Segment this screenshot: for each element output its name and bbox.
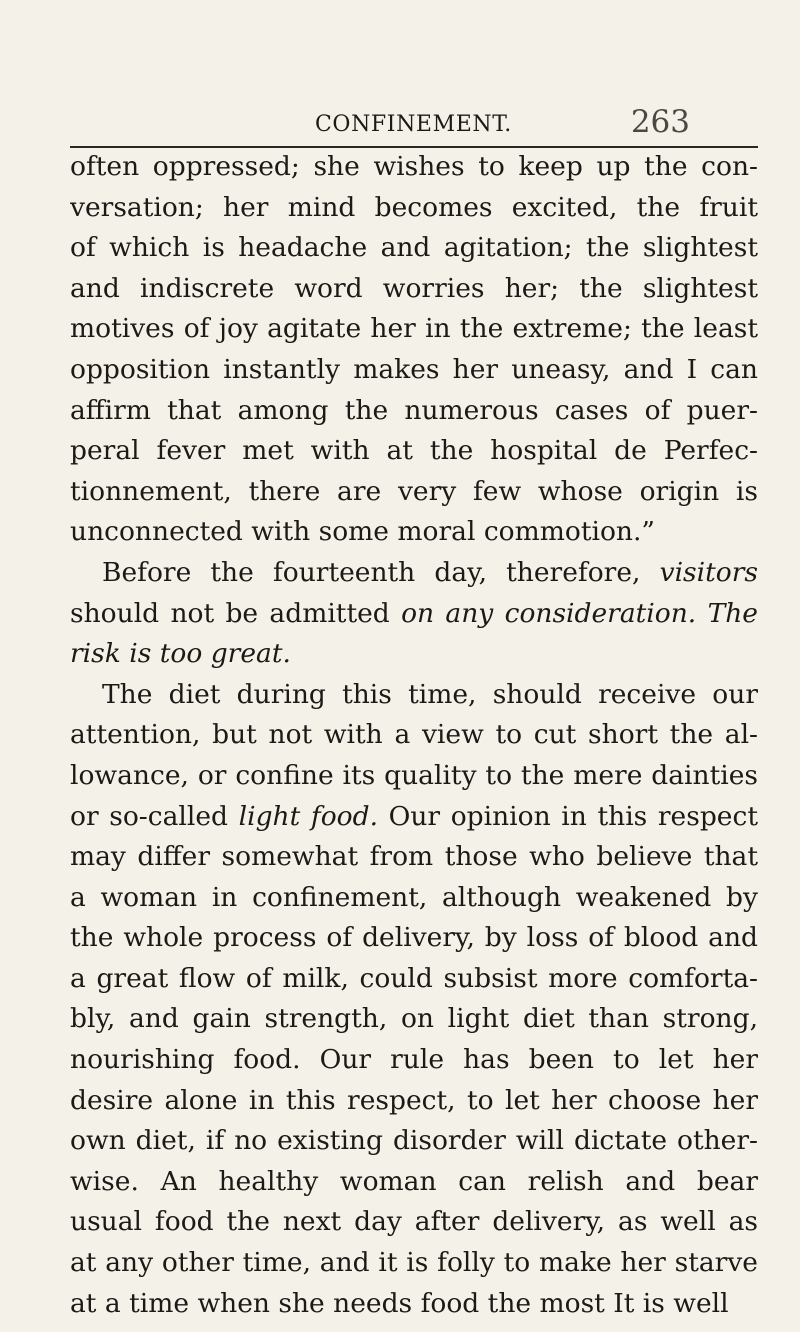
text-line: wise. An healthy woman can relish and bear: [70, 1165, 758, 1197]
text-line: a great flow of milk, could subsist more comforta-: [70, 962, 758, 994]
text-line: own diet, if no existing disorder will dictate other-: [70, 1125, 758, 1157]
page-number: 263: [630, 104, 690, 140]
text-line: and indiscrete word worries her; the slightest: [70, 272, 758, 304]
text-line: bly, and gain strength, on light diet than strong,: [70, 1003, 758, 1035]
text-line: [70, 634, 758, 675]
italic-segment: visitors: [659, 556, 758, 588]
text-line: of which is headache and agitation; the slightest: [70, 232, 758, 264]
italic-segment: on any consideration.: [401, 597, 697, 629]
text-line: peral fever met with at the hospital de Perfec-: [70, 435, 758, 467]
text-line: nourishing food. Our rule has been to let her: [70, 1044, 758, 1076]
text-line: usual food the next day after delivery, as well as: [70, 1206, 758, 1238]
text-line: [70, 797, 758, 838]
text-line: unconnected with some moral commotion.”: [70, 516, 655, 548]
text-line: versation; her mind becomes excited, the fruit: [70, 191, 758, 223]
text-line: affirm that among the numerous cases of puer-: [70, 394, 758, 426]
text-line: at a time when she needs food the most It is well: [70, 1287, 729, 1319]
text-line: the whole process of delivery, by loss of blood and: [70, 922, 758, 954]
text-line: may differ somewhat from those who believe that: [70, 841, 758, 873]
italic-segment: The: [707, 597, 758, 629]
text-line: attention, but not with a view to cut short the al-: [70, 719, 758, 751]
running-head: [70, 96, 758, 140]
text-segment: or so-called: [70, 800, 239, 832]
text-line: a woman in confinement, although weakened by: [70, 881, 758, 913]
italic-segment: light food.: [238, 800, 378, 832]
italic-segment: risk is too great.: [70, 638, 291, 670]
text-line: desire alone in this respect, to let her choose her: [70, 1084, 758, 1116]
body-text: [70, 147, 758, 1319]
text-segment: Before the fourteenth day, therefore,: [102, 556, 660, 588]
running-title: CONFINEMENT.: [315, 112, 512, 137]
text-segment: should not be admitted: [70, 597, 402, 629]
text-line: tionnement, there are very few whose origin is: [70, 475, 758, 507]
text-line: lowance, or confine its quality to the mere dainties: [70, 759, 758, 791]
text-segment: [696, 598, 707, 629]
text-line: [70, 553, 758, 594]
text-segment: Our opinion in this respect: [378, 800, 758, 832]
text-line: The diet during this time, should receive our: [102, 678, 758, 710]
text-line: at any other time, and it is folly to make her starve: [70, 1247, 758, 1279]
text-line: [70, 594, 758, 635]
text-line: often oppressed; she wishes to keep up the con-: [70, 151, 758, 182]
text-line: motives of joy agitate her in the extreme; the least: [70, 313, 758, 345]
text-line: opposition instantly makes her uneasy, and I can: [70, 353, 758, 385]
